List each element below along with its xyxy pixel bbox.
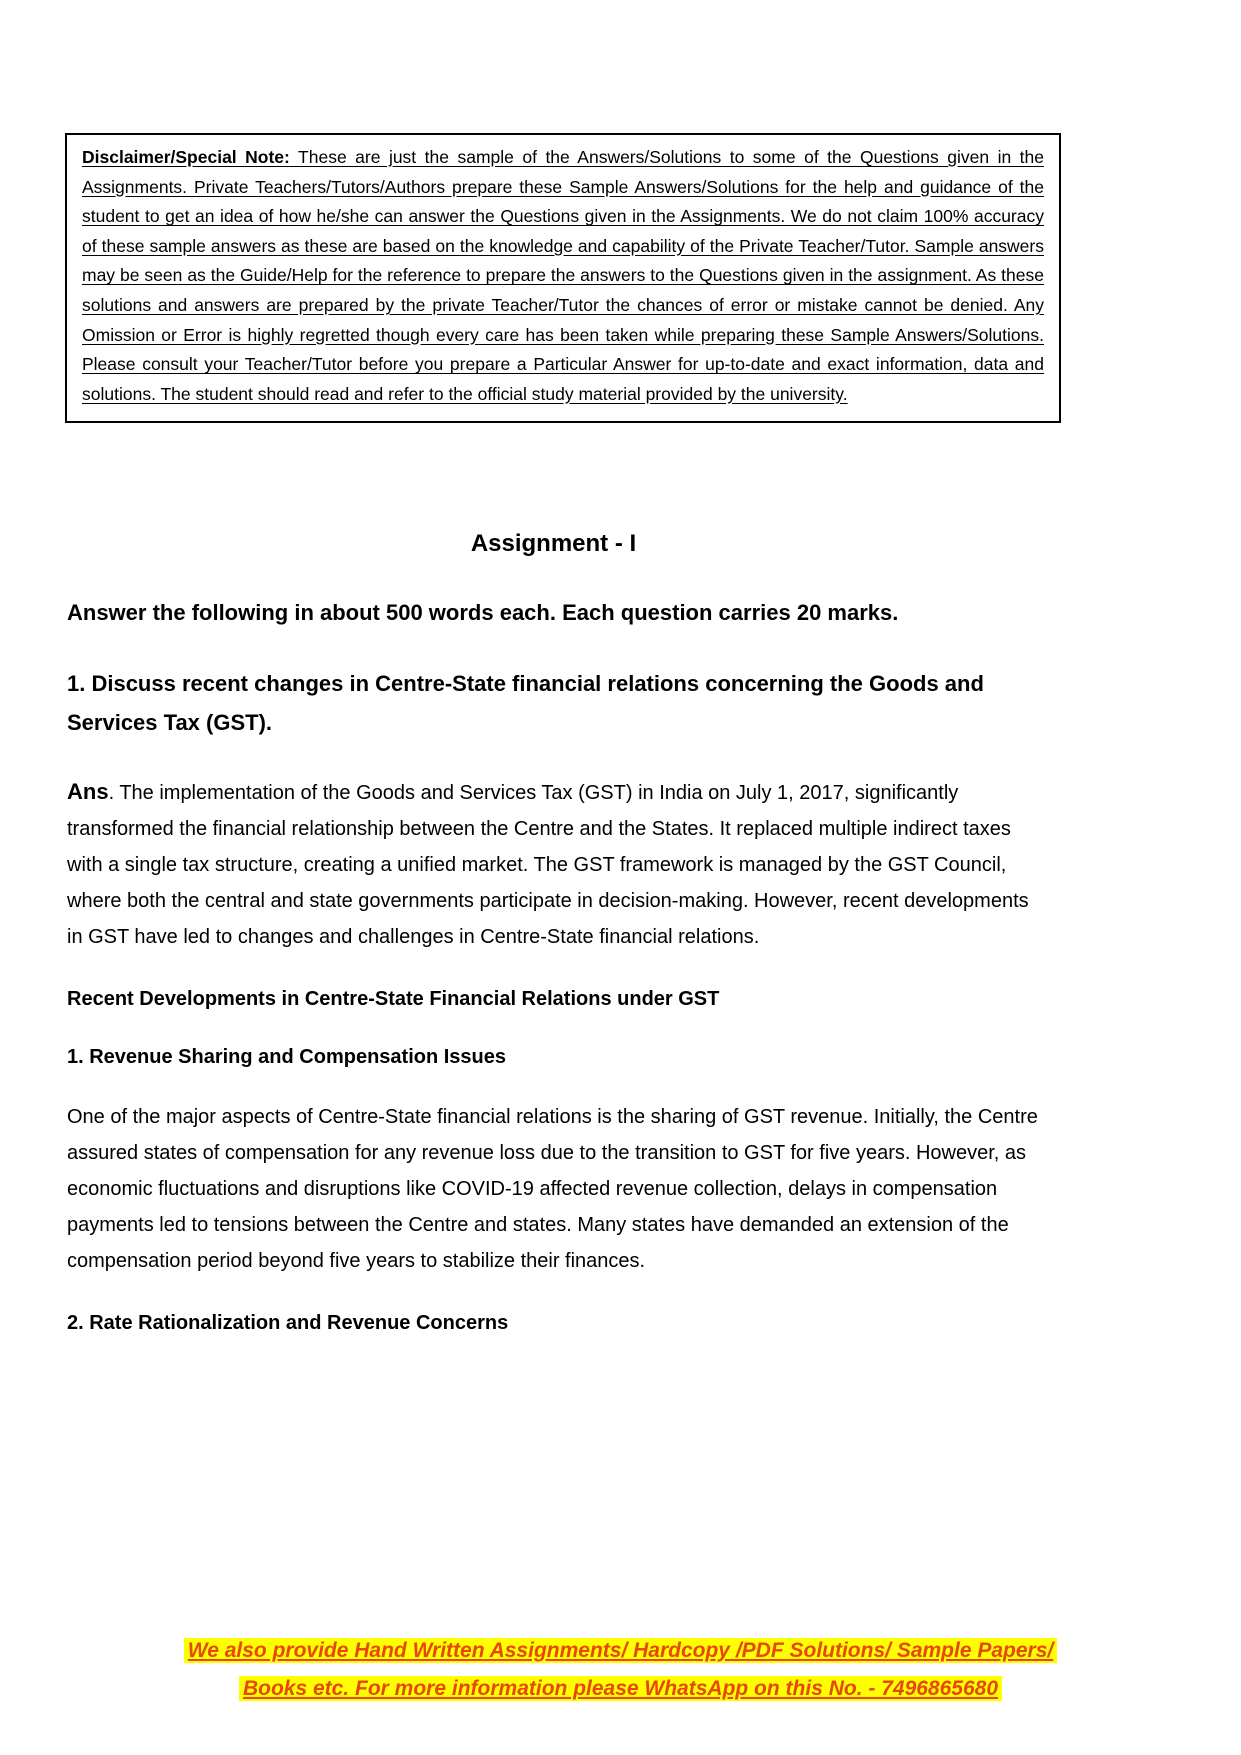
footer-line-2 xyxy=(0,1670,1241,1708)
disclaimer-body: These are just the sample of the Answers/Solutions to some of the Questions given in the Assignments. Private Teachers/Tutors/Authors prepare these Sample Answers/Solutions for the help and guidance of the student to get an idea of how he/she can answer the Questions given in the Assignments. We do not claim 100% accuracy of these sample answers as these are based on the knowledge and capability of the Private Teacher/Tutor. Sample answers may be seen as the Guide/Help for the reference to prepare the answers to the Questions given in the assignment. As these solutions and answers are prepared by the private Teacher/Tutor the chances of error or mistake cannot be denied. Any Omission or Error is highly regretted though every care has been taken while preparing these Sample Answers/Solutions. Please consult your Teacher/Tutor before you prepare a Particular Answer for up-to-date and exact information, data and solutions. The student should read and refer to the official study material provided by the university. xyxy=(82,147,1044,404)
disclaimer-box xyxy=(65,133,1061,423)
question-1-heading: 1. Discuss recent changes in Centre-State financial relations concerning the Goods and Services Tax (GST). xyxy=(67,671,984,735)
answer-paragraph xyxy=(67,774,1040,955)
disclaimer-text xyxy=(82,143,1044,409)
subsection-1-heading: 1. Revenue Sharing and Compensation Issues xyxy=(67,1046,507,1068)
section-heading: Recent Developments in Centre-State Financial Relations under GST xyxy=(67,988,720,1010)
assignment-content xyxy=(67,530,1040,1365)
footer-line-1-text: We also provide Hand Written Assignments/ Hardcopy /PDF Solutions/ Sample Papers/ xyxy=(184,1638,1057,1663)
answer-text: . The implementation of the Goods and Services Tax (GST) in India on July 1, 2017, significantly transformed the financial relationship between the Centre and the States. It replaced multiple indirect taxes with a single tax structure, creating a unified market. The GST framework is managed by the GST Council, where both the central and state governments participate in decision-making. However, recent developments in GST have led to changes and challenges in Centre-State financial relations. xyxy=(67,782,1029,948)
disclaimer-label: Disclaimer/Special Note: xyxy=(82,147,290,167)
footer-line-1 xyxy=(0,1632,1241,1670)
answer-label: Ans xyxy=(67,779,109,804)
footer-line-2-text: Books etc. For more information please WhatsApp on this No. - 7496865680 xyxy=(239,1676,1002,1701)
footer-promo xyxy=(0,1632,1241,1708)
subsection-2-heading: 2. Rate Rationalization and Revenue Concerns xyxy=(67,1312,509,1334)
assignment-instruction: Answer the following in about 500 words each. Each question carries 20 marks. xyxy=(67,600,899,625)
subsection-1-paragraph: One of the major aspects of Centre-State financial relations is the sharing of GST revenue. Initially, the Centre assured states of compensation for any revenue loss due to the transition to GST for five years. However, as economic fluctuations and disruptions like COVID-19 affected revenue collection, delays in compensation payments led to tensions between the Centre and states. Many states have demanded an extension of the compensation period beyond five years to stabilize their finances. xyxy=(67,1106,1038,1272)
assignment-title: Assignment - I xyxy=(470,530,637,557)
